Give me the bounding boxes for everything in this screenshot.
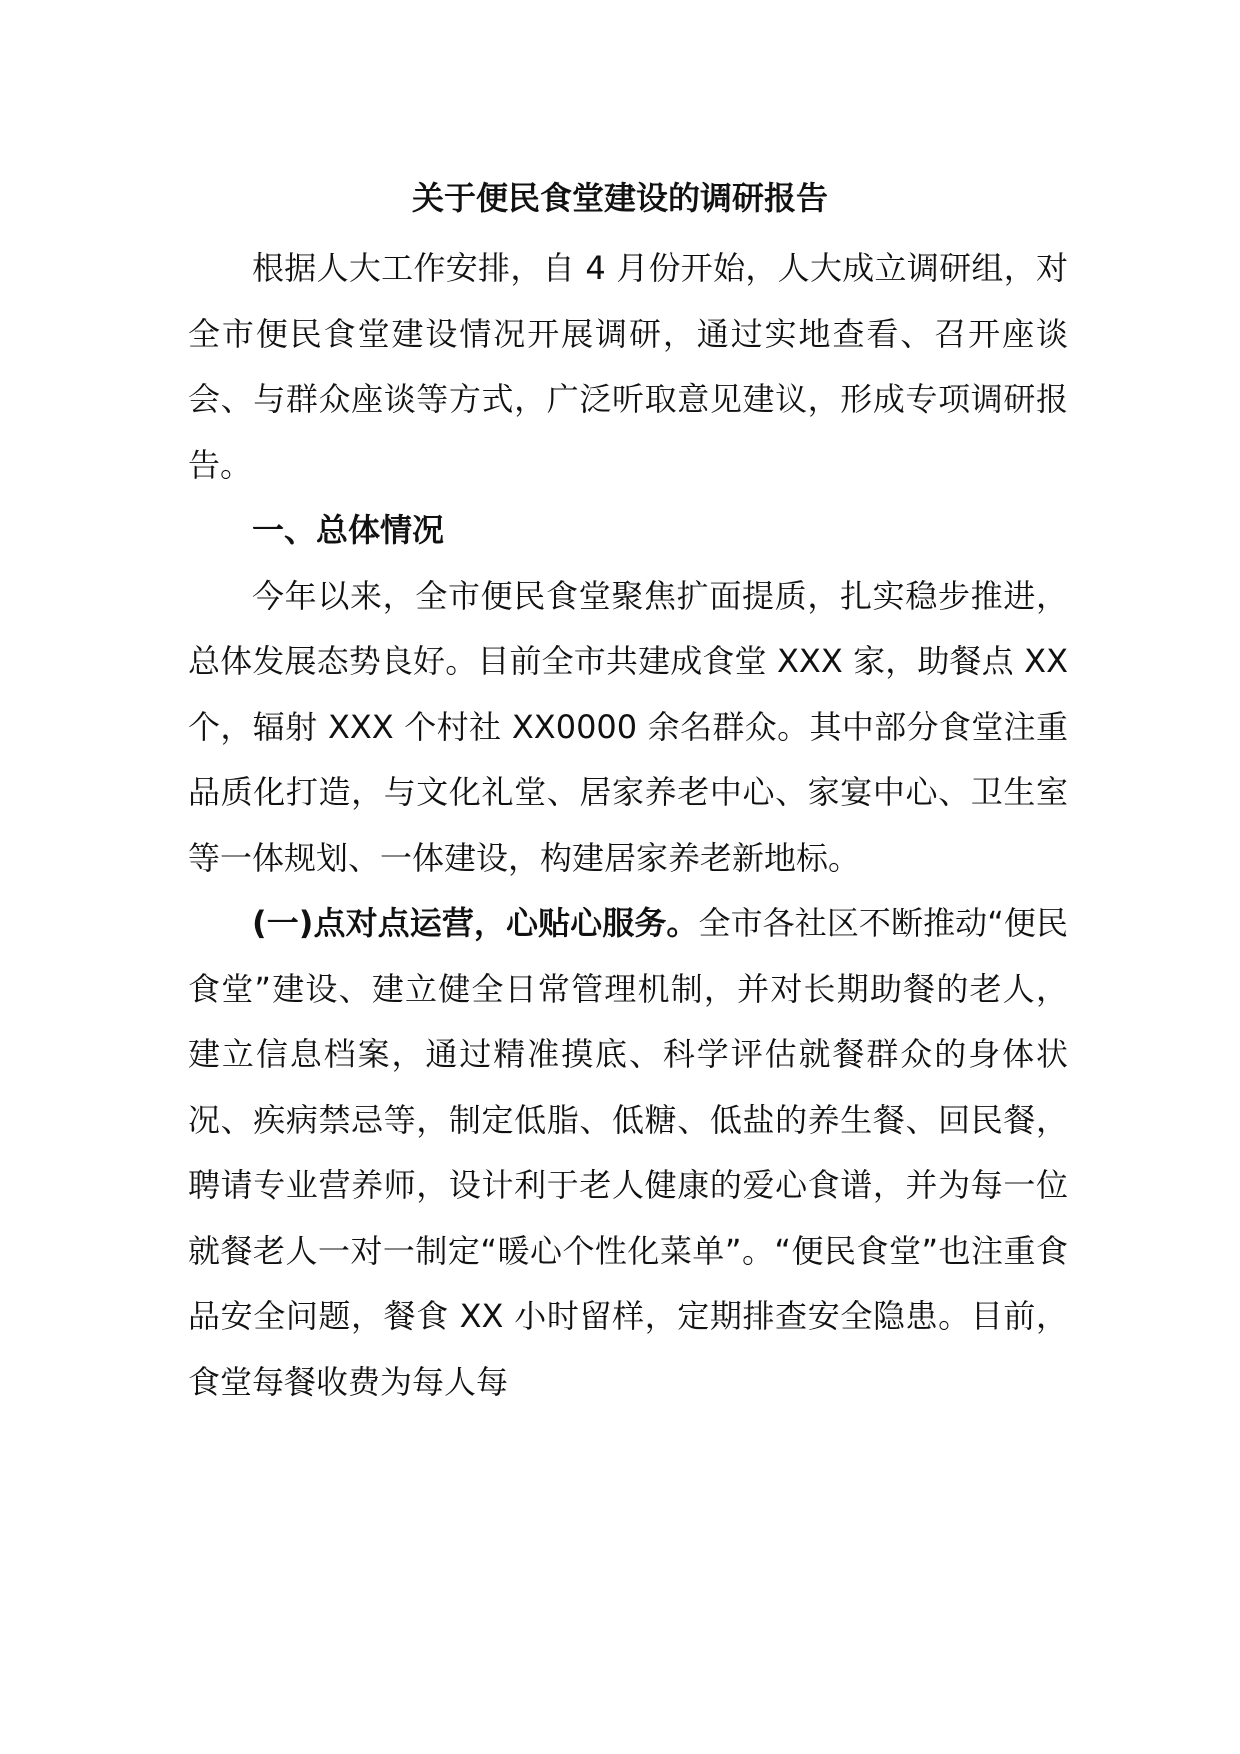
subsection-paragraph-1 bbox=[188, 891, 1068, 1415]
subsection-lead-1: (一)点对点运营，心贴心服务。 bbox=[252, 904, 699, 942]
intro-paragraph: 根据人大工作安排，自 4 月份开始，人大成立调研组，对全市便民食堂建设情况开展调研，通过实地查看、召开座谈会、与群众座谈等方式，广泛听取意见建议，形成专项调研报告。 bbox=[188, 249, 1068, 484]
subsection-text-1: 全市各社区不断推动“便民食堂”建设、建立健全日常管理机制，并对长期助餐的老人，建立信息档案，通过精准摸底、科学评估就餐群众的身体状况、疾病禁忌等，制定低脂、低糖、低盐的养生餐、回民餐，聘请专业营养师，设计利于老人健康的爱心食谱，并为每一位就餐老人一对一制定“暖心个性化菜单”。“便民食堂”也注重食品安全问题，餐食 XX 小时留样，定期排查安全隐患。目前，食堂每餐收费为每人每 bbox=[188, 904, 1068, 1401]
document-title: 关于便民食堂建设的调研报告 bbox=[411, 179, 828, 217]
overview-paragraph: 今年以来，全市便民食堂聚焦扩面提质，扎实稳步推进，总体发展态势良好。目前全市共建成食堂 XXX 家，助餐点 XX 个，辐射 XXX 个村社 XX0000 余名群众。其中部分食堂注重品质化打造，与文化礼堂、居家养老中心、家宴中心、卫生室等一体规划、一体建设，构建居家养老新地标。 bbox=[188, 576, 1068, 877]
section-heading-overview: 一、总体情况 bbox=[252, 511, 445, 549]
document-body bbox=[188, 236, 1068, 1415]
